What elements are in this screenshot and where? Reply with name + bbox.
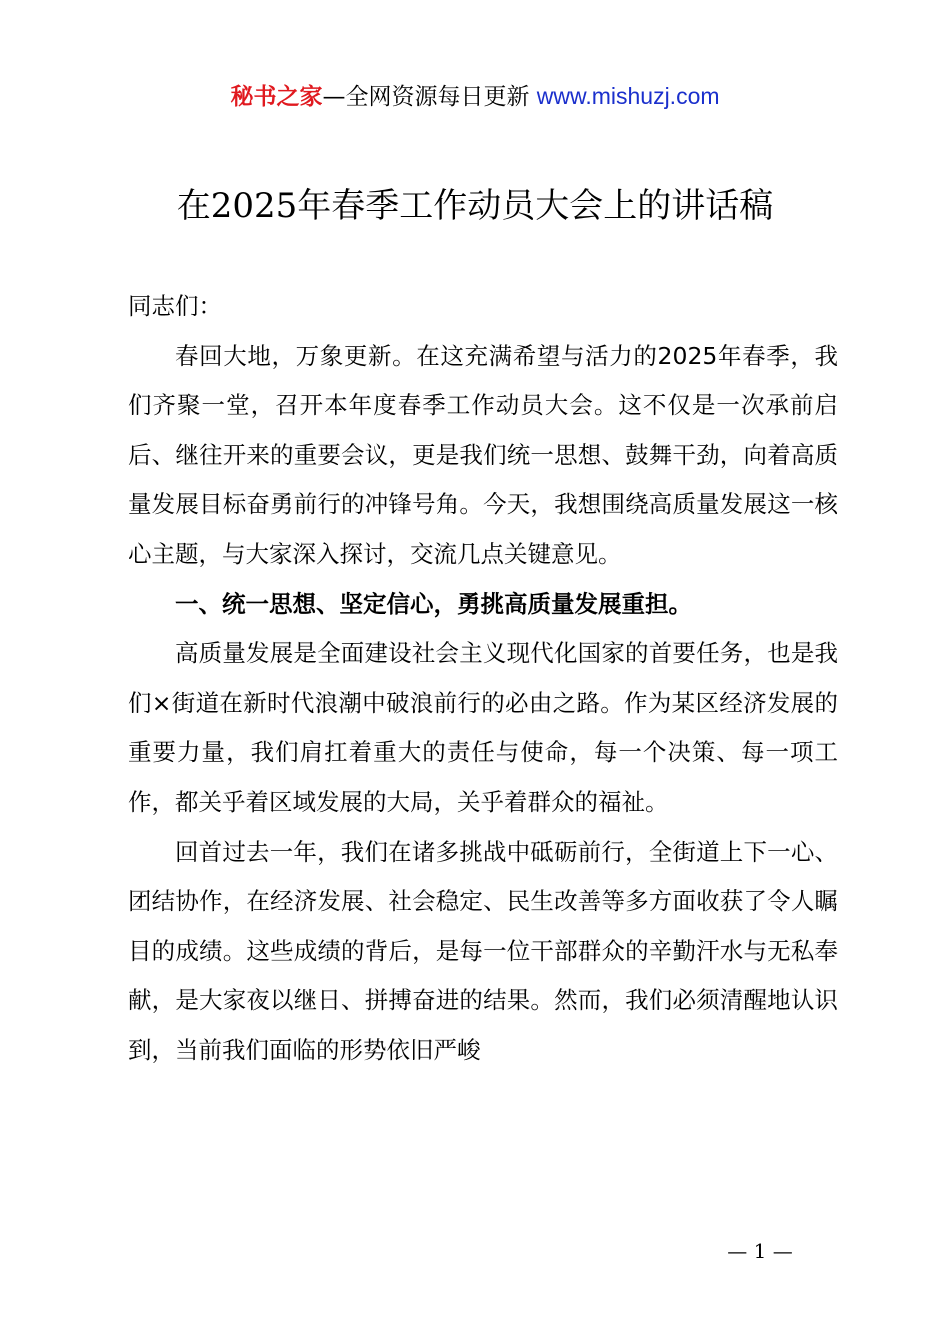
- document-body: [128, 282, 838, 1076]
- paragraph-2: 高质量发展是全面建设社会主义现代化国家的首要任务，也是我们×街道在新时代浪潮中破浪前行的必由之路。作为某区经济发展的重要力量，我们肩扛着重大的责任与使命，每一个决策、每一项工作，都关乎着区域发展的大局，关乎着群众的福祉。: [128, 639, 838, 816]
- paragraph-3: 回首过去一年，我们在诸多挑战中砥砺前行，全街道上下一心、团结协作，在经济发展、社会稳定、民生改善等多方面收获了令人瞩目的成绩。这些成绩的背后，是每一位干部群众的辛勤汗水与无私奉献，是大家夜以继日、拼搏奋进的结果。然而，我们必须清醒地认识到，当前我们面临的形势依旧严峻: [128, 837, 838, 1064]
- document-title: 在2025年春季工作动员大会上的讲话稿: [176, 186, 774, 226]
- section-heading-1: 一、统一思想、坚定信心，勇挑高质量发展重担。: [175, 589, 692, 618]
- site-url-link[interactable]: www.mishuzj.com: [536, 83, 720, 109]
- site-brand: 秘书之家: [230, 84, 323, 110]
- page-number: — 1 —: [727, 1239, 793, 1263]
- site-banner: [0, 78, 950, 115]
- paragraph-intro: 春回大地，万象更新。在这充满希望与活力的2025年春季，我们齐聚一堂，召开本年度春季工作动员大会。这不仅是一次承前启后、继往开来的重要会议，更是我们统一思想、鼓舞干劲，向着高质量发展目标奋勇前行的冲锋号角。今天，我想围绕高质量发展这一核心主题，与大家深入探讨，交流几点关键意见。: [128, 341, 838, 568]
- site-tagline: —全网资源每日更新: [322, 84, 537, 110]
- greeting: 同志们：: [128, 292, 222, 320]
